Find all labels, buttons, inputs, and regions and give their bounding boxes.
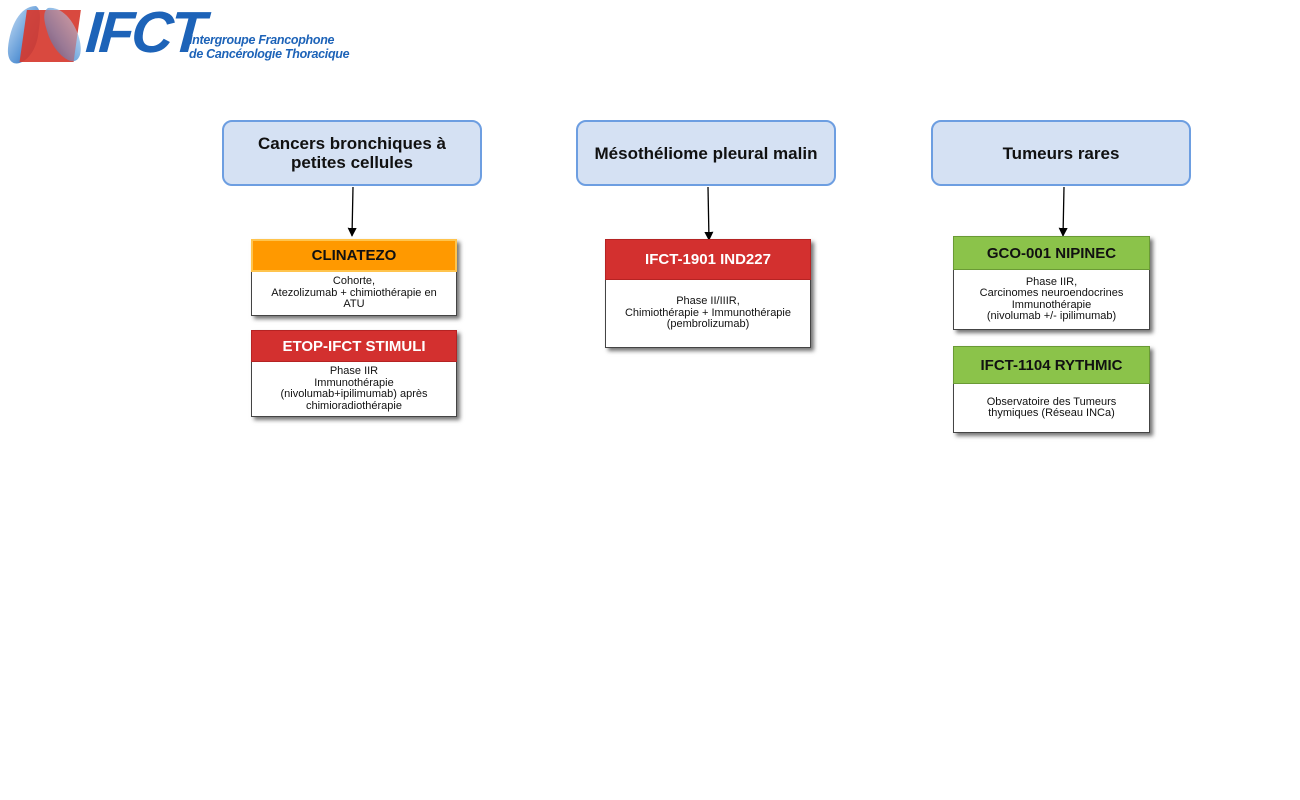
trial-card-nipinec	[953, 236, 1150, 330]
trial-description: Cohorte, Atezolizumab + chimiothérapie en ATU	[251, 272, 457, 316]
trial-title: IFCT-1901 IND227	[605, 239, 811, 280]
connector-arrow-sclc	[352, 187, 353, 236]
logo-wordmark: IFCT	[83, 0, 206, 65]
trial-title: GCO-001 NIPINEC	[953, 236, 1150, 270]
trial-title: CLINATEZO	[251, 239, 457, 272]
trial-card-stimuli	[251, 330, 457, 417]
trial-description: Observatoire des Tumeurs thymiques (Réseau INCa)	[953, 384, 1150, 433]
logo-subtitle-line1: Intergroupe Francophone	[189, 33, 335, 47]
category-title-line1: Tumeurs rares	[1002, 143, 1120, 163]
category-title-line2: petites cellules	[291, 153, 413, 172]
trial-card-rythmic	[953, 346, 1150, 433]
category-box-mesothelioma	[576, 120, 836, 186]
logo-subtitle-line2: de Cancérologie Thoracique	[189, 47, 350, 61]
trial-card-clinatezo	[251, 239, 457, 316]
category-title-line1: Cancers bronchiques à	[257, 134, 446, 153]
connector-arrow-rare	[1063, 187, 1064, 236]
category-box-sclc	[222, 120, 482, 186]
connector-arrow-meso	[708, 187, 709, 240]
trial-description: Phase IIR Immunothérapie (nivolumab+ipilimumab) après chimioradiothérapie	[251, 362, 457, 417]
trial-description: Phase IIR, Carcinomes neuroendocrines Immunothérapie (nivolumab +/- ipilimumab)	[953, 270, 1150, 330]
category-title-line1: Mésothéliome pleural malin	[594, 143, 818, 163]
trial-description: Phase II/IIIR, Chimiothérapie + Immunothérapie (pembrolizumab)	[605, 280, 811, 348]
trial-title: IFCT-1104 RYTHMIC	[953, 346, 1150, 384]
trial-title: ETOP-IFCT STIMULI	[251, 330, 457, 362]
category-box-rare-tumors	[931, 120, 1191, 186]
trial-card-ind227	[605, 239, 811, 348]
